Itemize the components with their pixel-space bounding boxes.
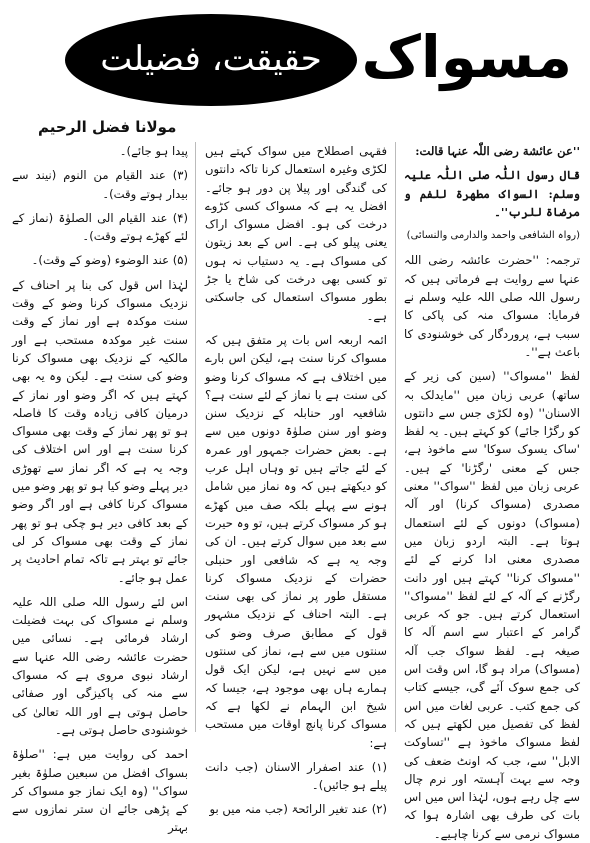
paragraph: فقہی اصطلاح میں سواک کہتے ہیں لکڑی وغیرہ استعمال کرنا تاکہ دانتوں کی گندگی اور پیلا پن دور ہو جائے۔ افضل یہ ہے کہ مسواک کسی کڑوے درخت کی ہو۔ افضل مسواک اراک یعنی پیلو کی ہے۔ اس کے بعد زیتون کی مسواک ہے۔ یہ دستیاب نہ ہوں تو کسی بھی درخت کی شاخ یا جڑ بطور مسواک استعمال کی جاسکتی ہے۔: [205, 144, 387, 323]
list-item: (۳) عند القیام من النوم (نیند سے بیدار ہوتے وقت)۔: [12, 168, 188, 201]
article-body: [12, 142, 580, 841]
column-left: [12, 142, 188, 835]
column-divider: [395, 142, 396, 732]
paragraph: لہٰذا اس قول کی بنا پر احناف کے نزدیک مسواک کرنا وضو کے وقت سنت موکدہ ہے اور نماز کے وقت سنت غیر موکدہ مستحب ہے اور مالکیہ کے نزدیک بھی مسواک کرنا وضو کی سنت ہے۔ لیکن وہ یہ بھی کہتے ہیں کہ اگر وضو اور نماز کے درمیان کافی زیادہ وقت کا فاصلہ ہو تو پھر نماز کے وقت بھی مسواک کرنا سنت ہے اور اس اختلاف کی وجہ یہ ہے کہ اگر نماز سے تھوڑی دیر پہلے وضو کیا ہو تو پھر وضو میں مسواک کرنا کافی ہے اور اگر وضو کے بعد کافی دیر ہو چکی ہو تو پھر نماز کے وقت بھی مسواک کر لی جائے تو بہتر ہے تاکہ تمام احادیث پر عمل ہو جائے۔: [12, 277, 188, 585]
article-subtitle: حقیقت، فضیلت: [100, 39, 322, 79]
article-header: [0, 0, 590, 122]
hadith-reference: (رواہ الشافعی واحمد والدارمی والنسائی): [406, 230, 580, 242]
column-divider: [195, 142, 196, 732]
paragraph: اس لئے رسول اللہ صلی اللہ علیہ وسلم نے مسواک کی بہت فضیلت ارشاد فرمائی ہے۔ نسائی میں حضرت عائشہ رضی اللہ عنہا سے ارشاد نبوی مروی ہے کہ مسواک سے منہ کی پاکیزگی اور صفائی حاصل ہوتی ہے اور اللہ تعالیٰ کی خوشنودی حاصل ہوتی ہے۔: [12, 594, 188, 737]
paragraph: ائمہ اربعہ اس بات پر متفق ہیں کہ مسواک کرنا سنت ہے، لیکن اس بارے میں اختلاف ہے کہ مسواک کرنا وضو کی سنت ہے یا نماز کے لئے سنت ہے؟ شافعیہ اور حنابلہ کے نزدیک سنن وضو اور سنن صلوٰۃ دونوں میں سے ہے۔ بعض حضرات جمہور اور عمرہ کے لئے جاتے ہیں تو وہاں اہل عرب کو دیکھتے ہیں کہ وہ نماز میں شامل ہونے سے پہلے بلکہ صف میں کھڑے ہو کر مسواک کرتے ہیں، تو وہ حیرت سے بعد میں سوال کرتے ہیں۔ ان کی وجہ یہ ہے کہ شافعی اور حنبلی حضرات کے نزدیک مسواک کرنا مستقل طور پر نماز کی بھی سنت ہے۔ البتہ احناف کے نزدیک مشہور قول کے مطابق صرف وضو کی سنتوں میں سے ہے، نماز کی سنتوں میں سے نہیں ہے، لیکن ایک قول ہمارے ہاں بھی موجود ہے، جیسا کہ شیخ ابن الہمام نے لکھا ہے کہ مسواک کرنا پانچ اوقات میں مستحب ہے:: [205, 332, 387, 750]
paragraph: احمد کی روایت میں ہے: ''صلوٰۃ بسواک افضل من سبعین صلوٰۃ بغیر سواک'' (وہ ایک نماز جو مسواک کر کے پڑھی جائے ان ستر نمازوں سے بہتر: [12, 747, 188, 835]
hadith-intro: ''عن عائشة رضی اللّٰہ عنہا قالت:: [415, 144, 580, 158]
column-right: [404, 142, 580, 841]
hadith-text: قال رسول اللّٰہ صلی اللّٰہ علیہ وسلم: السواک مطھرۃ للفم و مرضاۃ للرب''۔: [404, 168, 580, 219]
article-title: مسواک: [361, 23, 572, 91]
paragraph: ترجمہ: ''حضرت عائشہ رضی اللہ عنہا سے روایت ہے فرماتی ہیں کہ رسول اللہ صلی اللہ علیہ وسلم نے فرمایا: مسواک منہ کی پاکی کا سبب ہے، پروردگار کی خوشنودی کا باعث ہے''۔: [404, 253, 580, 359]
list-item: پیدا ہو جائے)۔: [119, 144, 188, 158]
list-item: (۱) عند اصفرار الاسنان (جب دانت پیلے ہو جائیں)۔: [205, 759, 387, 793]
list-item: (۵) عند الوضوء (وضو کے وقت)۔: [31, 253, 188, 268]
paragraph: لفظ ''مسواک'' (سین کی زیر کے ساتھ) عربی زبان میں ''مایدلک بہ الاسنان'' (وہ لکڑی جس سے دانتوں کو رگڑا جائے) کو کہتے ہیں۔ یہ لفظ 'ساک یسوک سوکا' سے ماخوذ ہے، جس کے معنی 'رگڑنا' کے ہیں۔ عربی زبان میں لفظ ''سواک'' معنی مصدری (مسواک کرنا) اور آلہ (مسواک) دونوں کے لئے استعمال ہوتا ہے۔ البتہ اردو زبان میں مصدری معنی ادا کرنے کے لئے ''مسواک کرنا'' کہتے ہیں اور دانت رگڑنے کے آلہ کے لئے لفظ ''مسواک'' استعمال کرتے ہیں۔ جو کہ عربی گرامر کے اعتبار سے اسم آلہ کا صیغہ ہے۔ لفظ سواک جب آلہ (مسواک) مراد ہو گا، اس وقت اس کی جمع سوک آئے گی، جیسے کتاب کی جمع کتب۔ عربی لغات میں اس لفظ کی تفصیل میں لکھتے ہیں کہ لفظ مسواک ماخوذ ہے ''تساوکت الابل'' سے، جب کہ اونٹ ضعف کی وجہ سے بہت آہستہ اور نرم چال سے چل رہے ہوں، لہٰذا اس میں اس بات کی طرف بھی اشارہ ہوا کہ مسواک نرمی سے کرنا چاہیے۔: [404, 369, 580, 841]
column-middle: [205, 142, 387, 817]
list-item: (۲) عند تغیر الرائحۃ (جب منہ میں بو: [209, 802, 387, 817]
author-name: مولانا فضل الرحیم: [38, 118, 177, 136]
list-item: (۴) عند القیام الی الصلوٰۃ (نماز کے لئے کھڑے ہوتے وقت)۔: [12, 210, 188, 244]
